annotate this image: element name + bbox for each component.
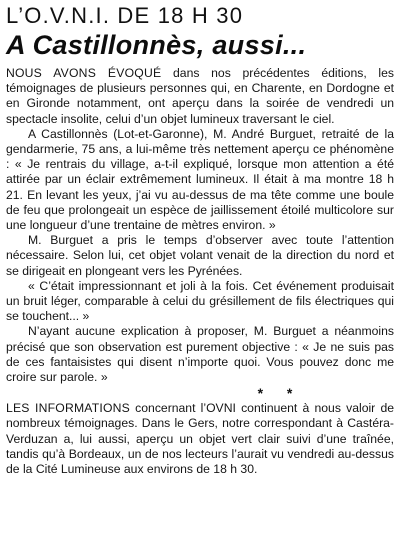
section-separator: * *	[257, 385, 303, 402]
lead-caps: NOUS AVONS ÉVOQUÉ	[6, 66, 162, 80]
article-paragraph-4: « C’était impressionnant et joli à la fois. Cet événement produisait un bruit léger, comparable à celui du grésillement de fils électriques qui se touchent... »	[6, 278, 394, 324]
lead-caps-final: LES INFORMATIONS	[6, 401, 130, 416]
article-paragraph-1	[6, 66, 394, 127]
article-kicker: L’O.V.N.I. DE 18 H 30	[6, 3, 244, 28]
article-paragraph-5: N’ayant aucune explication à proposer, M. Burguet a néanmoins précisé que son observation est purement objective : « Je ne suis pas de ces fantaisistes qui disent n’importe quoi. Vous pouvez donc me croire sur parole. »	[6, 324, 394, 385]
paragraph-text: dans nos précédentes éditions, les témoignages de plusieurs personnes qui, en Charente, en Dordogne et en Gironde notamment, ont aperçu dans la soirée de vendredi un spectacle insolite, celui d’un objet lumineux traversant le ciel.	[6, 66, 395, 126]
article-body	[6, 66, 394, 477]
article-paragraph-final	[6, 401, 394, 477]
paragraph-text-final: concernant l’OVNI continuent à nous valoir de nombreux témoignages. Dans le Gers, notre correspondant à Castéra-Verduzan a, lui aussi, aperçu un objet vert clair suivi d’une traînée, tandis qu’à Bordeaux, un de nos lecteurs l’aurait vu vendredi au-dessus de la Cité Lumineuse aux environs de 18 h 30.	[6, 401, 394, 477]
article-headline: A Castillonnès, aussi...	[6, 30, 307, 60]
article-paragraph-2: A Castillonnès (Lot-et-Garonne), M. André Burguet, retraité de la gendarmerie, 75 ans, a lui-même très nettement aperçu ce phénomène : « Je rentrais du village, a-t-il expliqué, lorsque mon attention a été attirée par un éclair extrêmement lumineux. Il était à ma montre 18 h 21. En levant les yeux, j’ai vu au-dessus de ma tête comme une boule de feu que prolongeait un espèce de jaillissement étoilé multicolore sur une longueur d’une trentaine de mètres environ. »	[6, 126, 394, 233]
article-paragraph-3: M. Burguet a pris le temps d’observer avec toute l’attention nécessaire. Selon lui, cet objet volant venait de la direction du nord et se dirigeait en plongeant vers les Pyrénées.	[6, 233, 394, 278]
